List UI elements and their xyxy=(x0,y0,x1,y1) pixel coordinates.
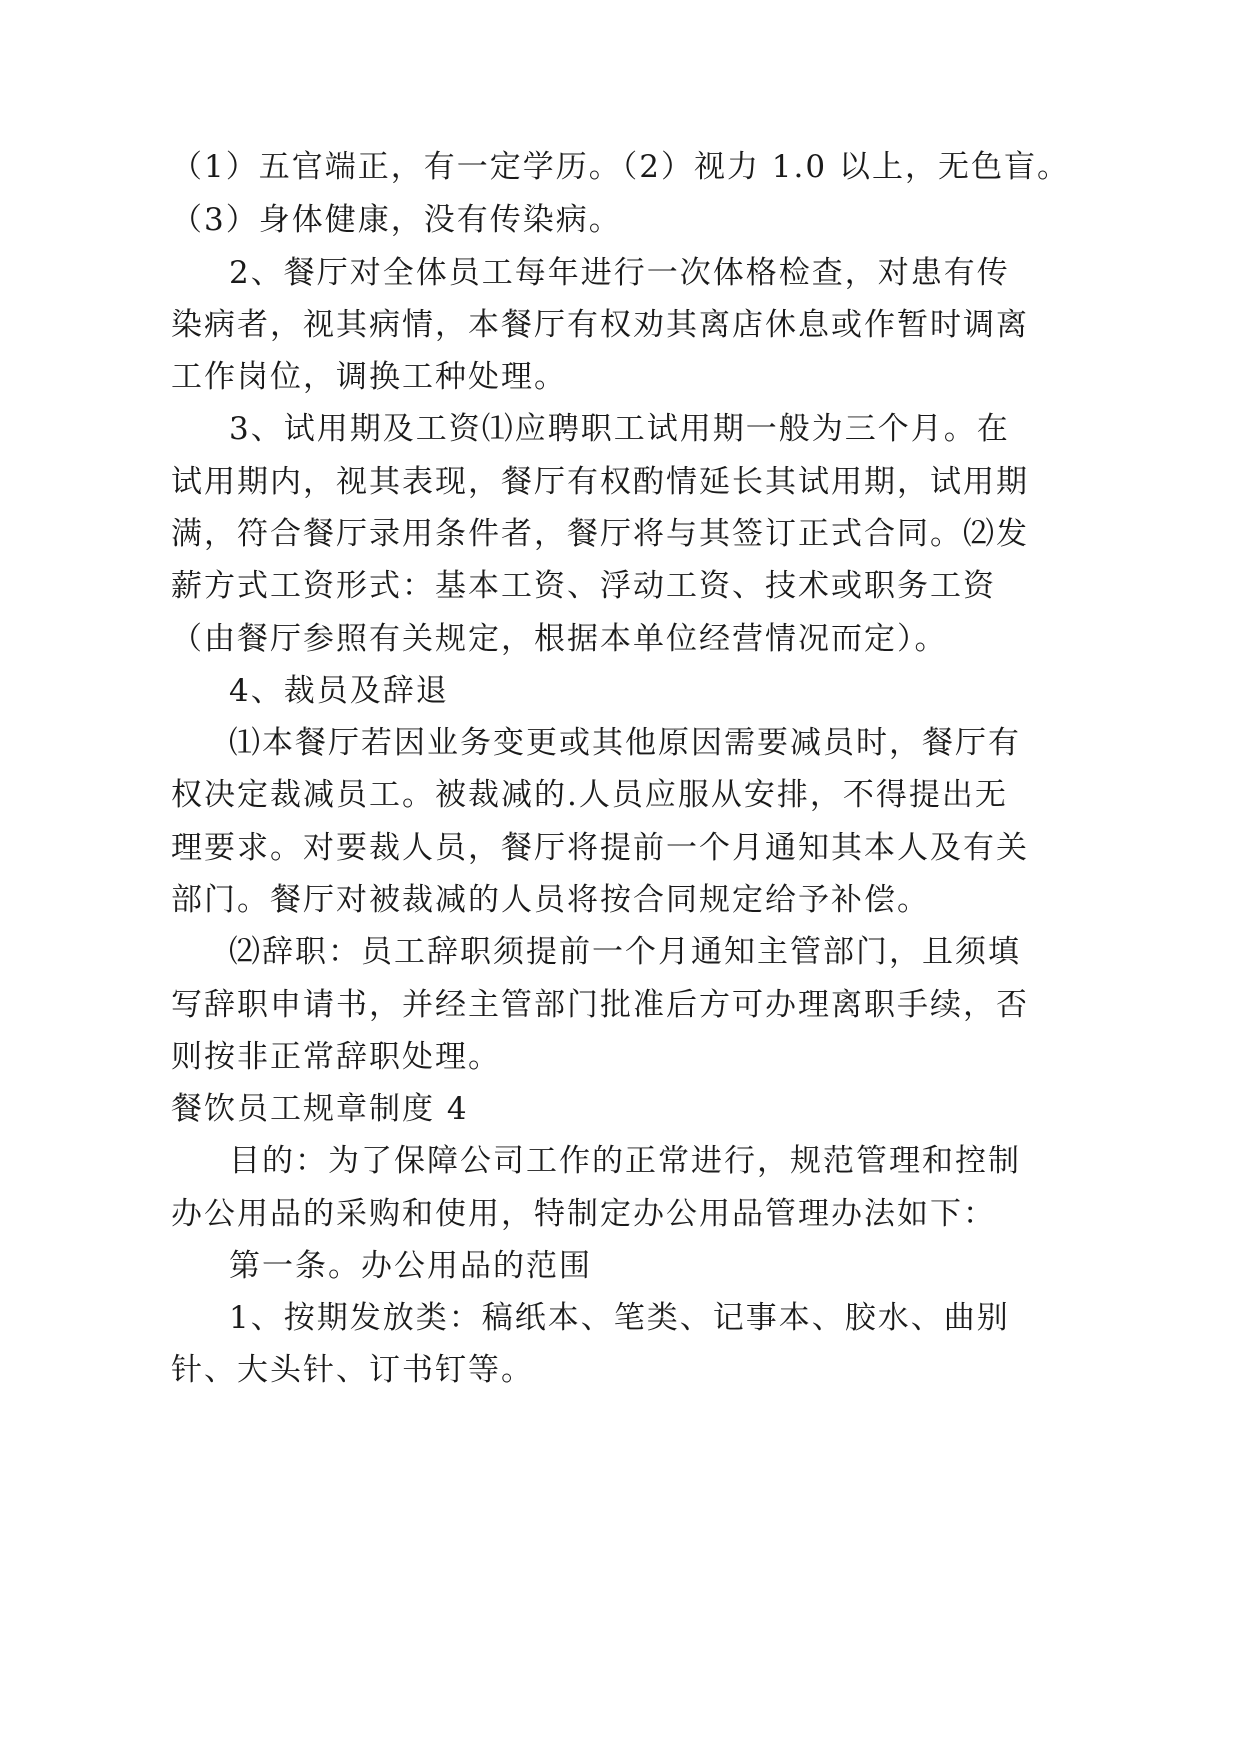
text-line: 权决定裁减员工。被裁减的.人员应服从安排，不得提出无 xyxy=(171,777,1008,813)
text-line: ⑵辞职：员工辞职须提前一个月通知主管部门，且须填 xyxy=(229,934,1021,970)
text-line: 薪方式工资形式：基本工资、浮动工资、技术或职务工资 xyxy=(171,568,996,604)
text-line: 工作岗位，调换工种处理。 xyxy=(171,359,567,395)
text-line: 试用期内，视其表现，餐厅有权酌情延长其试用期，试用期 xyxy=(171,464,1029,500)
text-line: 2、餐厅对全体员工每年进行一次体格检查，对患有传 xyxy=(229,255,1010,291)
text-line: ⑴本餐厅若因业务变更或其他原因需要减员时，餐厅有 xyxy=(229,725,1021,761)
text-line: 则按非正常辞职处理。 xyxy=(171,1039,501,1075)
text-line: 染病者，视其病情，本餐厅有权劝其离店休息或作暂时调离 xyxy=(171,307,1029,343)
text-line: 写辞职申请书，并经主管部门批准后方可办理离职手续，否 xyxy=(171,987,1029,1023)
text-line: （由餐厅参照有关规定，根据本单位经营情况而定）。 xyxy=(171,621,948,657)
text-line: 目的：为了保障公司工作的正常进行，规范管理和控制 xyxy=(229,1143,1021,1179)
document-heading: 餐饮员工规章制度 4 xyxy=(171,1091,469,1127)
section-heading: 4、裁员及辞退 xyxy=(229,673,449,709)
text-line: 理要求。对要裁人员，餐厅将提前一个月通知其本人及有关 xyxy=(171,830,1029,866)
text-line: 针、大头针、订书钉等。 xyxy=(171,1352,534,1388)
text-line: 办公用品的采购和使用，特制定办公用品管理办法如下： xyxy=(171,1196,996,1232)
text-line: （3）身体健康，没有传染病。 xyxy=(171,202,622,238)
text-line: （1）五官端正，有一定学历。（2）视力 1.0 以上，无色盲。 xyxy=(171,149,1070,185)
text-line: 1、按期发放类：稿纸本、笔类、记事本、胶水、曲别 xyxy=(229,1300,1010,1336)
section-heading: 第一条。办公用品的范围 xyxy=(229,1248,592,1284)
text-line: 部门。餐厅对被裁减的人员将按合同规定给予补偿。 xyxy=(171,882,930,918)
text-line: 满，符合餐厅录用条件者，餐厅将与其签订正式合同。⑵发 xyxy=(171,516,1029,552)
text-line: 3、试用期及工资⑴应聘职工试用期一般为三个月。在 xyxy=(229,411,1010,447)
